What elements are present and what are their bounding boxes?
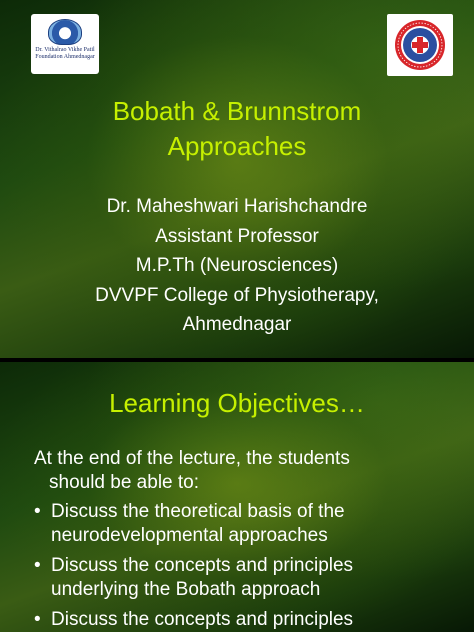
- objectives-title: Learning Objectives…: [109, 388, 365, 418]
- author-qualification: M.P.Th (Neurosciences): [135, 255, 339, 276]
- objective-item: [34, 500, 454, 548]
- crest-icon: [48, 19, 82, 45]
- intro-line-1: At the end of the lecture, the students: [34, 448, 350, 469]
- objectives-intro: [34, 447, 454, 495]
- objectives-slide: [0, 362, 474, 632]
- author-city: Ahmednagar: [182, 314, 292, 335]
- author-position: Assistant Professor: [155, 225, 319, 247]
- objective-line: Discuss the concepts and principles: [51, 609, 354, 630]
- objective-line: neurodevelopmental approaches: [51, 525, 328, 546]
- objective-item: [34, 554, 454, 602]
- objective-item: [34, 608, 454, 632]
- objective-line: Discuss the concepts and principles: [51, 555, 354, 576]
- college-logo: [387, 14, 453, 76]
- foundation-logo-text: Dr. Vithalrao Vikhe Patil Foundation Ahmednagar: [35, 47, 95, 60]
- bullet-icon: •: [34, 609, 41, 630]
- author-block: [0, 192, 474, 340]
- title-line-2: Approaches: [167, 131, 307, 161]
- objective-line: underlying the Bobath approach: [51, 579, 321, 600]
- title-line-1: Bobath & Brunnstrom: [112, 96, 362, 126]
- bullet-icon: •: [34, 501, 41, 522]
- objective-line: Discuss the theoretical basis of the: [51, 501, 345, 522]
- author-name: Dr. Maheshwari Harishchandre: [106, 196, 368, 217]
- college-seal-icon: [394, 19, 446, 71]
- author-institution: DVVPF College of Physiotherapy,: [95, 284, 379, 306]
- objectives-body: [34, 447, 454, 632]
- foundation-logo: [31, 14, 99, 74]
- intro-line-2: should be able to:: [49, 472, 200, 493]
- presentation-title: [0, 94, 474, 164]
- bullet-icon: •: [34, 555, 41, 576]
